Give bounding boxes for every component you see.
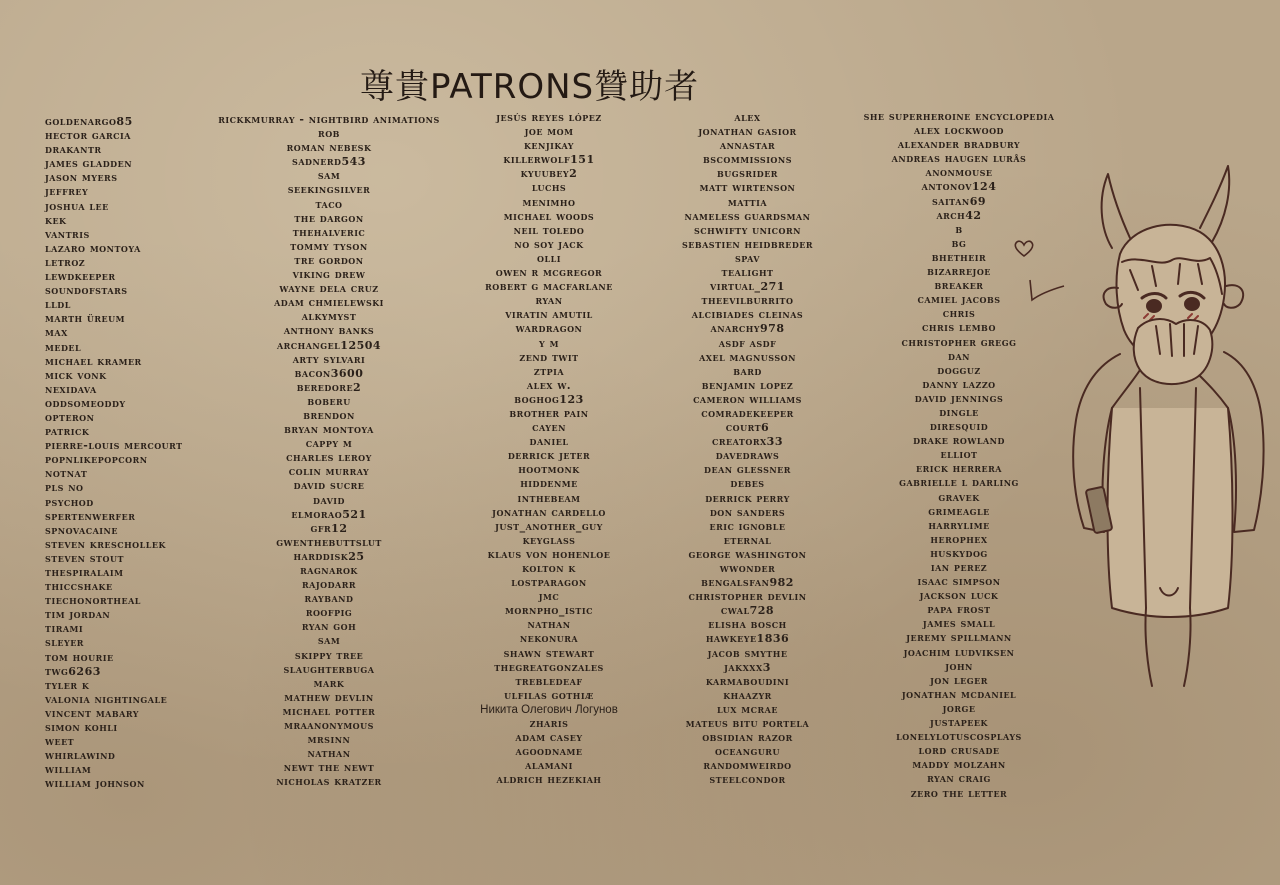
patron-name: arty sylvari (292, 352, 366, 366)
patron-name: adam casey (515, 731, 583, 745)
patron-name: chris lembo (922, 321, 996, 335)
patron-name: alex (734, 111, 761, 124)
patron-column-1 (45, 115, 183, 792)
patron-name: isaac simpson (917, 575, 1001, 589)
patron-name: seekingsilver (287, 183, 371, 197)
patron-name: gwenthebuttslut (276, 535, 382, 549)
patron-name: virtual_271 (710, 280, 785, 294)
patron-name: sam (317, 169, 341, 183)
horn-right-icon (1200, 166, 1229, 242)
heart-icon (1012, 238, 1036, 258)
patron-name: zharis (529, 717, 569, 731)
patron-name: whirlawind (45, 749, 116, 763)
patron-name: eric ignoble (709, 519, 786, 533)
patron-name: joshua lee (45, 199, 109, 213)
patron-name: sebastien heidbreder (681, 237, 814, 251)
patron-name: comradekeeper (701, 406, 794, 420)
patron-name: thehalveric (292, 225, 366, 239)
patron-name: goldenargo85 (45, 115, 133, 128)
patron-name: bhetheir (931, 250, 987, 264)
patron-name: khaazyr (723, 688, 772, 702)
patron-name: lazaro montoya (45, 241, 141, 255)
patron-name: christopher gregg (901, 335, 1017, 349)
patron-name: nathan (307, 747, 351, 761)
patron-name: eternal (723, 533, 772, 547)
patron-name: vantris (45, 227, 90, 241)
patron-name: harrylime (928, 518, 990, 532)
patron-name: sleyer (45, 636, 84, 650)
patron-name: agoodname (515, 745, 583, 759)
patron-name: wayne dela cruz (279, 282, 379, 296)
patron-name: archangel12504 (276, 338, 382, 352)
patron-name: tim jordan (45, 608, 111, 622)
patron-name: Никита Олегович Логунов (480, 703, 618, 716)
patron-column-5 (840, 110, 1078, 801)
patron-name: elisha bosch (708, 618, 787, 632)
patron-name: david sucre (293, 479, 365, 493)
patron-name: tyler k (45, 678, 90, 692)
patron-name: rajodarr (301, 578, 357, 592)
patron-name: oddsomeoddy (45, 396, 126, 410)
patron-name: aldrich hezekiah (496, 773, 602, 787)
patron-name: popnlikepopcorn (45, 453, 148, 467)
patron-name: jacob smythe (707, 646, 788, 660)
patron-name: rob (318, 127, 340, 141)
patron-name: patrick (45, 425, 90, 439)
patron-name: y m (539, 336, 559, 350)
patron-name: pls no (45, 481, 84, 495)
patron-name: lonelylotuscosplays (896, 730, 1022, 744)
patron-name: beredore2 (296, 380, 362, 394)
horn-left-icon (1102, 174, 1130, 248)
patron-name: court6 (725, 421, 770, 435)
patron-name: brother pain (509, 406, 589, 420)
patron-name: antonov124 (921, 180, 997, 194)
patron-name: she superheroine encyclopedia (863, 110, 1055, 123)
patron-name: hector garcia (45, 129, 131, 143)
patron-name: annastar (719, 139, 776, 153)
patron-name: george washington (688, 547, 807, 561)
patron-name: christopher devlin (688, 590, 807, 604)
patron-name: justapeek (930, 716, 988, 730)
patron-name: david jennings (914, 391, 1004, 405)
patron-name: lldl (45, 298, 71, 312)
patron-name: ryan craig (927, 772, 991, 786)
patron-name: kolton k (522, 562, 576, 575)
patron-name: bizarrejoe (927, 265, 991, 279)
patron-name: jorge (942, 701, 976, 715)
patron-name: daniel (529, 435, 569, 449)
patron-name: bard (733, 364, 762, 378)
patron-name: sam (317, 634, 341, 648)
patron-name: newt the newt (283, 761, 375, 775)
patron-name: mateus bitu portela (685, 717, 810, 731)
patron-name: joachim ludviksen (903, 645, 1015, 659)
patron-name: thegreatgonzales (494, 660, 604, 674)
patron-name: alcibiades cleinas (691, 308, 804, 322)
patron-name: jonathan cardello (492, 505, 606, 519)
patron-name: huskydog (930, 546, 988, 560)
patron-name: mrsinn (307, 733, 351, 747)
patron-name: keyglass (522, 533, 576, 547)
patron-name: alkymyst (301, 310, 357, 324)
patron-name: papa frost (927, 603, 991, 617)
patron-name: ragnarok (300, 564, 358, 577)
patron-name: ulfilas gothiæ (504, 688, 594, 702)
patron-name: lostparagon (511, 576, 587, 590)
patron-name: andreas haugen lurås (891, 152, 1027, 166)
patron-name: boberu (307, 394, 351, 408)
patron-name: mark (313, 676, 345, 690)
patron-name: creatorx33 (712, 435, 783, 449)
patron-name: zend twit (519, 350, 579, 364)
patron-name: ztpia (533, 364, 565, 378)
patron-name: maddy molzahn (912, 758, 1006, 772)
patron-name: michael woods (503, 209, 595, 223)
patron-name: steven kreschollek (45, 537, 166, 551)
patron-name: viking drew (292, 268, 366, 282)
patron-name: diresquid (929, 420, 989, 434)
patron-name: alex w. (526, 378, 572, 392)
patron-name: oceanguru (715, 745, 780, 759)
patron-name: owen r mcgregor (495, 266, 603, 280)
patron-name: nekonura (519, 632, 579, 646)
patron-name: jackson luck (919, 589, 999, 603)
patron-name: killerwolf151 (503, 153, 595, 167)
patron-name: tre gordon (294, 253, 364, 267)
patron-name: marth üreum (45, 312, 125, 326)
patron-name: robert g macfarlane (485, 280, 613, 294)
patron-name: twg6263 (45, 664, 101, 678)
patron-name: psychod (45, 495, 94, 509)
patron-name: mathew devlin (284, 690, 374, 704)
patron-name: bryan montoya (284, 423, 374, 437)
patron-name: cwal728 (720, 604, 775, 618)
patron-name: just_another_guy (495, 519, 603, 533)
patron-name: lewdkeeper (45, 270, 116, 284)
patron-name: olli (537, 251, 561, 265)
patron-name: alex lockwood (914, 124, 1004, 138)
patron-name: james gladden (45, 157, 133, 171)
squiggle-icon (1028, 278, 1068, 304)
patron-name: bugsrider (717, 167, 778, 181)
patron-name: steelcondor (709, 773, 786, 787)
patron-name: boghog123 (514, 392, 584, 406)
patron-name: thespiralaim (45, 566, 124, 579)
patron-name: ryan (535, 294, 563, 308)
patron-name: jakxxx3 (724, 660, 771, 674)
patron-name: alamani (525, 759, 573, 773)
patron-name: taco (315, 197, 343, 211)
patron-name: sadnerd543 (292, 155, 366, 169)
patron-name: roofpig (305, 606, 353, 620)
patron-name: max (45, 326, 68, 340)
patron-name: davedraws (715, 449, 780, 463)
patron-name: obsidian razor (702, 731, 793, 745)
patron-name: anonmouse (925, 166, 993, 180)
patron-name: dogguz (937, 363, 981, 377)
patron-name: vincent mabary (45, 706, 139, 720)
patron-name: spnovacaine (45, 523, 118, 537)
patron-name: mraanonymous (284, 719, 374, 733)
patron-name: schwifty unicorn (694, 223, 801, 237)
patron-name: grimeagle (928, 504, 990, 518)
patron-name: rayband (304, 592, 354, 606)
patron-name: skippy tree (294, 648, 364, 662)
patron-name: cameron williams (693, 392, 802, 406)
patron-name: derrick jeter (507, 449, 591, 463)
patron-name: joe mom (524, 125, 574, 139)
patron-name: tom hourie (45, 650, 114, 664)
patron-name: tealight (721, 266, 774, 280)
patron-name: breaker (934, 279, 984, 293)
patron-name: arch42 (936, 208, 982, 222)
patron-name: dean glessner (704, 463, 791, 477)
patron-name: michael potter (282, 704, 376, 718)
patron-name: gravek (938, 490, 980, 504)
page-title: 尊貴PATRONS贊助者 (360, 67, 700, 107)
patron-name: erick herrera (915, 462, 1003, 476)
patron-name: tommy tyson (290, 239, 368, 253)
patron-name: anthony banks (283, 324, 375, 338)
patron-name: alexander bradbury (897, 138, 1021, 152)
patron-name: jon leger (930, 673, 988, 687)
patron-name: rickkmurray - nightbird animations (218, 113, 440, 126)
patron-name: steven stout (45, 551, 124, 565)
patron-name: no soy jack (514, 237, 584, 251)
patron-name: anarchy978 (710, 322, 785, 336)
patron-name: bacon3600 (294, 366, 364, 380)
patron-name: wwonder (719, 562, 776, 575)
patron-name: jmc (538, 590, 560, 604)
patron-name: camiel jacobs (917, 293, 1001, 307)
patron-name: letroz (45, 255, 86, 269)
patron-name: opteron (45, 410, 95, 424)
patron-column-2 (200, 113, 458, 790)
patron-name: danny lazzo (922, 377, 996, 391)
patron-name: debes (730, 477, 765, 491)
character-illustration (1060, 158, 1275, 688)
patron-name: don sanders (709, 505, 786, 519)
patron-name: karmaboudini (705, 674, 790, 688)
patron-name: kenjikay (523, 139, 575, 153)
patron-name: jonathan gasior (698, 125, 797, 139)
patron-name: jeffrey (45, 185, 89, 199)
patron-name: david (313, 493, 345, 507)
patron-name: hawkeye1836 (705, 632, 790, 646)
patron-name: simon kohli (45, 721, 118, 735)
patron-name: brendon (303, 408, 355, 422)
patron-name: elliot (940, 448, 978, 462)
patron-name: derrick perry (705, 491, 790, 505)
patron-column-4 (660, 111, 835, 788)
patron-name: james small (922, 617, 996, 631)
patron-name: axel magnusson (699, 350, 796, 364)
patron-name: herophex (930, 532, 988, 546)
patron-name: mattia (727, 195, 768, 209)
patron-name: gfr12 (310, 521, 348, 535)
patron-name: drake rowland (913, 434, 1005, 448)
patron-name: bscommissions (702, 153, 792, 167)
patron-name: jesús reyes lópez (496, 111, 602, 124)
patron-name: slaughterbuga (283, 662, 375, 676)
patron-name: jason myers (45, 171, 118, 185)
patron-name: dingle (939, 405, 979, 419)
patron-name: bg (951, 236, 967, 250)
patron-name: inthebeam (517, 491, 581, 505)
patron-name: thiccshake (45, 580, 113, 594)
patron-name: pierre-louis mercourt (45, 439, 183, 453)
patron-name: theevilburrito (701, 294, 794, 308)
patron-name: nicholas kratzer (276, 775, 382, 789)
patron-name: adam chmielewski (274, 296, 384, 310)
patron-name: ryan goh (301, 620, 357, 634)
patron-name: klaus von hohenloe (487, 547, 611, 561)
patron-name: roman nebesk (286, 141, 372, 155)
patron-name: harddisk25 (293, 549, 365, 563)
patron-name: spav (734, 251, 761, 265)
patron-name: nathan (527, 618, 571, 632)
patron-name: william johnson (45, 777, 145, 791)
patron-name: neil toledo (513, 223, 585, 237)
patron-name: ian perez (930, 561, 988, 574)
patron-name: jonathan mcdaniel (901, 687, 1017, 701)
patron-name: spertenwerfer (45, 509, 136, 523)
patron-name: saitan69 (931, 194, 987, 208)
patron-name: medel (45, 340, 82, 354)
patron-name: b (955, 222, 963, 236)
patron-name: weet (45, 735, 75, 749)
patron-name: trebledeaf (515, 674, 583, 688)
patron-name: the dargon (294, 211, 364, 225)
patron-name: viratin amutil (505, 308, 593, 322)
patron-name: cappy m (305, 437, 353, 451)
patron-name: hootmonk (518, 463, 580, 477)
patron-name: wardragon (515, 322, 583, 336)
patron-name: dan (948, 349, 970, 363)
patron-name: gabrielle l darling (899, 476, 1019, 490)
patron-name: chris (942, 307, 976, 321)
patron-name: john (945, 659, 973, 673)
patron-name: zero the letter (910, 786, 1008, 800)
patron-name: asdf asdf (718, 336, 777, 350)
patron-name: kek (45, 213, 67, 227)
patron-name: tirami (45, 622, 84, 636)
patron-name: luchs (531, 181, 567, 195)
patron-name: randomweirdo (703, 759, 792, 773)
patron-column-3 (468, 111, 630, 788)
patron-name: lux mcrae (717, 702, 778, 716)
patron-name: matt wirtenson (699, 181, 796, 195)
patron-name: hiddenme (520, 477, 578, 491)
patron-name: jeremy spillmann (906, 631, 1012, 645)
patron-name: lord crusade (918, 744, 1000, 758)
patron-name: mick vonk (45, 368, 107, 382)
patron-name: elmorao521 (291, 507, 367, 521)
patron-name: shawn stewart (503, 646, 595, 660)
patron-name: cayen (532, 421, 566, 435)
patron-name: soundofstars (45, 284, 128, 298)
patron-name: notnat (45, 467, 88, 481)
patron-name: tiechonortheal (45, 594, 141, 608)
patron-name: nameless guardsman (684, 209, 811, 223)
patron-name: colin murray (288, 465, 370, 479)
patron-name: mornpho_istic (505, 604, 593, 618)
patron-name: michael kramer (45, 354, 142, 368)
patron-name: menimho (522, 195, 576, 209)
patron-name: drakantr (45, 143, 102, 157)
patron-name: valonia nightingale (45, 692, 168, 706)
patron-name: nexidava (45, 382, 97, 396)
patron-name: kyuubey2 (520, 167, 578, 181)
patron-name: william (45, 763, 92, 777)
patron-name: charles leroy (286, 451, 372, 465)
patron-name: benjamin lopez (701, 378, 794, 392)
patron-name: bengalsfan982 (701, 576, 794, 590)
